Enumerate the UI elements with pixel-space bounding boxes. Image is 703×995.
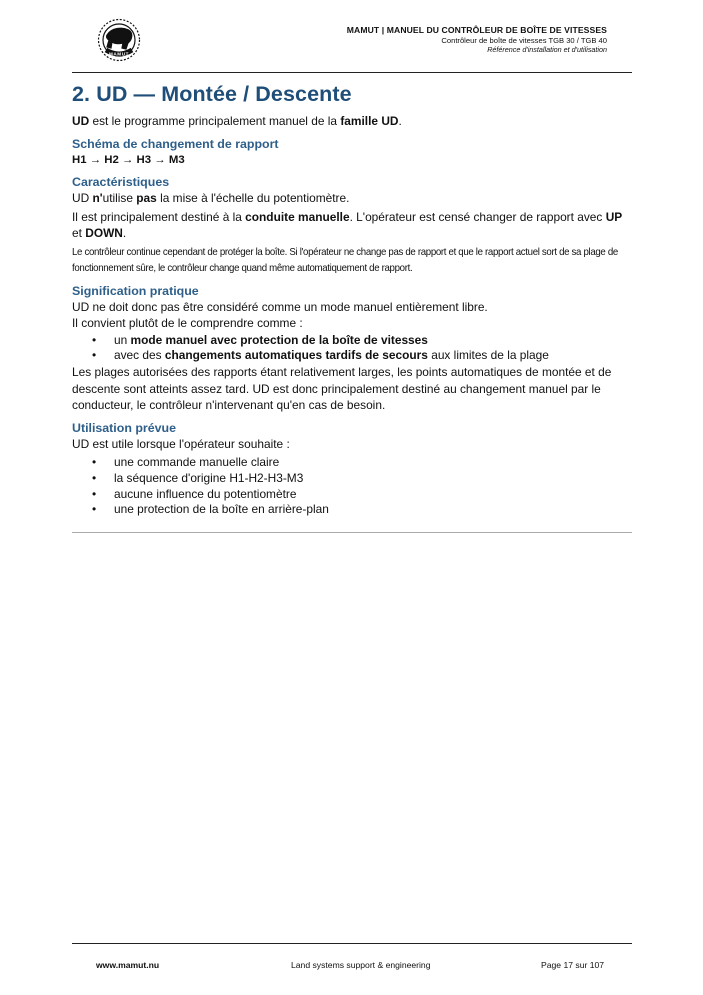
shift-sequence: H1 → H2 → H3 → M3	[72, 153, 185, 166]
header-reference: Référence d'installation et d'utilisation	[487, 45, 607, 55]
intro-paragraph: UD est le programme principalement manuel de la famille UD.	[72, 114, 402, 128]
meaning-heading: Signification pratique	[72, 283, 199, 298]
footer-website: www.mamut.nu	[96, 960, 160, 970]
features-note: Le contrôleur continue cependant de protéger la boîte. Si l'opérateur ne change pas de rapport et que le rapport actuel sort de sa plage de fonctionnement sûre, le contrôleur change quand même automatiquement de rapport.	[72, 246, 618, 274]
features-paragraph-2: Il est principalement destiné à la conduite manuelle. L'opérateur est censé changer de rapport avec UP et DOWN.	[72, 209, 623, 240]
list-item: • une protection de la boîte en arrière-plan	[92, 502, 632, 518]
section-heading: 2. UD — Montée / Descente	[72, 82, 352, 106]
usage-list	[72, 455, 632, 518]
list-item: • avec des changements automatiques tardifs de secours aux limites de la plage	[92, 348, 632, 364]
company-logo	[93, 18, 145, 62]
header-title: MAMUT | MANUEL DU CONTRÔLEUR DE BOÎTE DE VITESSES	[346, 25, 607, 35]
list-item: • aucune influence du potentiomètre	[92, 487, 632, 503]
meaning-paragraph-1: UD ne doit donc pas être considéré comme un mode manuel entièrement libre.	[72, 299, 488, 314]
page-header	[347, 25, 607, 54]
features-paragraph-1: UD n'utilise pas la mise à l'échelle du potentiomètre.	[72, 191, 350, 205]
list-item: • une commande manuelle claire	[92, 455, 632, 471]
footer-divider	[72, 943, 632, 944]
meaning-paragraph-2: Il convient plutôt de le comprendre comme :	[72, 316, 303, 330]
footer-tagline: Land systems support & engineering	[291, 960, 431, 970]
features-heading: Caractéristiques	[72, 175, 170, 189]
usage-heading: Utilisation prévue	[72, 420, 176, 435]
list-item: • la séquence d'origine H1-H2-H3-M3	[92, 471, 632, 487]
footer-page-number: Page 17 sur 107	[541, 960, 605, 970]
header-subtitle: Contrôleur de boîte de vitesses TGB 30 / TGB 40	[441, 35, 607, 45]
svg-text:MAMUT: MAMUT	[108, 51, 130, 57]
header-divider	[72, 72, 632, 73]
meaning-list	[72, 333, 632, 365]
meaning-paragraph-3: Les plages autorisées des rapports étant relativement larges, les points automatiques de montée et de descente sont atteints assez tard. UD est donc principalement destiné au changement manuel par le conducteur, le contrôleur n'intervenant qu'en cas de besoin.	[72, 365, 612, 413]
list-item: • un mode manuel avec protection de la boîte de vitesses	[92, 333, 632, 349]
usage-intro: UD est utile lorsque l'opérateur souhaite :	[72, 436, 290, 451]
section-end-divider	[72, 532, 632, 533]
main-content	[72, 82, 632, 518]
shift-scheme-heading: Schéma de changement de rapport	[72, 136, 279, 151]
